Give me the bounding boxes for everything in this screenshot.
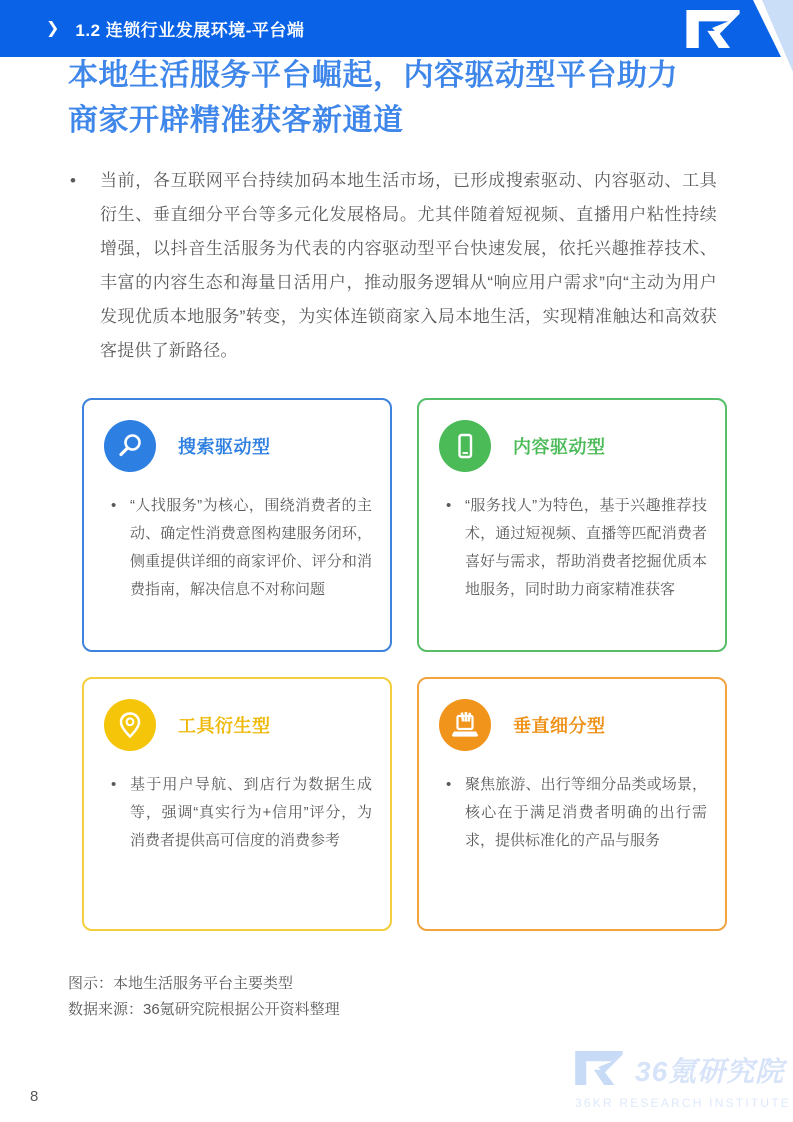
watermark-row [575,1050,787,1090]
intro-paragraph [70,164,717,368]
laptop-books-icon [439,699,491,751]
card-title: 工具衍生型 [178,716,271,736]
chevron-right-icon: ❯ [46,19,60,37]
figure-caption: 图示：本地生活服务平台主要类型 [68,975,294,992]
page-title [68,53,727,143]
card-body: • 聚焦旅游、出行等细分品类或场景，核心在于满足消费者明确的出行需求，提供标准化的产品与服务 [439,771,707,855]
platform-type-cards [82,398,727,931]
watermark-name-en: 36KR RESEARCH INSTITUTE [575,1096,791,1110]
smartphone-icon [439,420,491,472]
breadcrumb [0,0,304,57]
card-header [439,699,707,751]
card-body: • 基于用户导航、到店行为数据生成等，强调“真实行为+信用”评分，为消费者提供高可信度的消费参考 [104,771,372,855]
watermark-name-cn: 36氪研究院 [635,1056,785,1087]
breadcrumb-label: 1.2 连锁行业发展环境-平台端 [75,21,305,40]
page-title-line2: 商家开辟精准获客新通道 [68,104,404,137]
location-pin-icon [104,699,156,751]
card-header [439,420,707,472]
36kr-logo-icon [686,10,740,53]
watermark-logo [575,1050,791,1110]
card-header [104,420,372,472]
36kr-watermark-icon [575,1051,623,1090]
card-vertical-segment [417,677,727,931]
card-content-driven [417,398,727,652]
card-body: • “人找服务”为核心，围绕消费者的主动、确定性消费意图构建服务闭环，侧重提供详细的商家评价、评分和消费指南，解决信息不对称问题 [104,492,372,604]
card-title: 内容驱动型 [513,437,606,457]
page-title-line1: 本地生活服务平台崛起，内容驱动型平台助力 [68,59,678,92]
card-search-driven [82,398,392,652]
card-header [104,699,372,751]
card-body: • “服务找人”为特色，基于兴趣推荐技术，通过短视频、直播等匹配消费者喜好与需求，帮助消费者挖掘优质本地服务，同时助力商家精准获客 [439,492,707,604]
card-title: 垂直细分型 [513,716,606,736]
intro-text: 当前，各互联网平台持续加码本地生活市场，已形成搜索驱动、内容驱动、工具衍生、垂直细分平台等多元化发展格局。尤其伴随着短视频、直播用户粘性持续增强，以抖音生活服务为代表的内容驱动型平台快速发展，依托兴趣推荐技术、丰富的内容生态和海量日活用户，推动服务逻辑从“响应用户需求”向“主动为用户发现优质本地服务”转变，为实体连锁商家入局本地生活，实现精准触达和高效获客提供了新路径。 [100,171,717,360]
card-tool-derived [82,677,392,931]
data-source: 数据来源：36氪研究院根据公开资料整理 [68,1001,340,1018]
card-title: 搜索驱动型 [178,437,271,457]
search-icon [104,420,156,472]
bullet-marker: • [70,171,76,190]
figure-notes [68,971,727,1023]
page-number: 8 [30,1088,39,1105]
